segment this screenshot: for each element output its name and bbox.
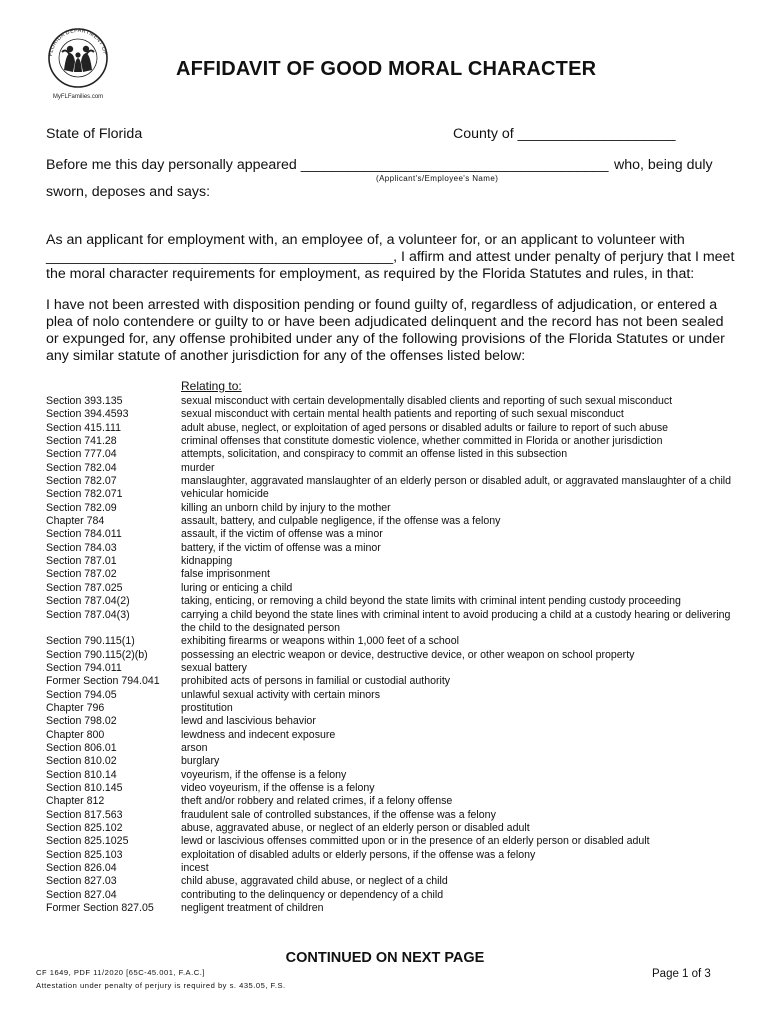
offense-description: arson [181,741,208,754]
offense-description: negligent treatment of children [181,902,324,915]
dcf-logo [40,22,116,102]
offense-description: prostitution [181,701,233,714]
offense-description: adult abuse, neglect, or exploitation of aged persons or disabled adults or failure to report of such abuse [181,421,669,434]
table-row [46,875,736,888]
section-number: Section 784.03 [46,541,117,554]
offense-description: taking, enticing, or removing a child beyond the state limits with criminal intent pending custody proceeding [181,595,681,608]
table-row [46,488,736,501]
offense-description: lewd and lascivious behavior [181,715,316,728]
table-row [46,502,736,515]
table-row [46,769,736,782]
section-number: Section 825.103 [46,848,123,861]
table-row [46,689,736,702]
applicant-name-field[interactable]: Before me this day personally appeared _______________________________________ [46,157,609,173]
offense-description: exhibiting firearms or weapons within 1,000 feet of a school [181,635,459,648]
section-number: Section 810.145 [46,781,123,794]
table-row [46,475,736,488]
table-row [46,395,736,408]
offense-description: child abuse, aggravated child abuse, or neglect of a child [181,875,448,888]
section-number: Section 787.01 [46,555,117,568]
section-number: Section 794.011 [46,661,122,674]
offense-rows [46,395,736,915]
offense-description: possessing an electric weapon or device, destructive device, or other weapon on school property [181,648,635,661]
table-row [46,462,736,475]
offense-description: fraudulent sale of controlled substances, if the offense was a felony [181,808,496,821]
section-number: Section 782.09 [46,501,117,514]
table-row [46,609,736,636]
county-field[interactable]: County of ____________________ [453,126,676,142]
table-row [46,662,736,675]
page-title: AFFIDAVIT OF GOOD MORAL CHARACTER [176,58,597,80]
table-row [46,835,736,848]
section-number: Section 825.102 [46,822,123,834]
state-line: State of Florida [46,126,143,142]
table-row [46,582,736,595]
relating-to-header: Relating to: [181,379,242,393]
offense-description: manslaughter, aggravated manslaughter of an elderly person or disabled adult, or aggravated manslaughter of a child [181,475,732,488]
section-number: Section 415.111 [46,421,121,434]
table-row [46,755,736,768]
section-number: Section 787.04(2) [46,595,130,608]
offense-description: murder [181,461,215,474]
offense-description: lewd or lascivious offenses committed upon or in the presence of an elderly person or disabled adult [181,835,650,848]
section-number: Section 393.135 [46,395,123,407]
section-number: Section 790.115(2)(b) [46,648,148,661]
table-row [46,595,736,608]
table-row [46,849,736,862]
section-number: Section 787.04(3) [46,608,130,621]
offense-description: battery, if the victim of offense was a minor [181,541,381,554]
offense-description: sexual misconduct with certain developmentally disabled clients and reporting of such sexual misconduct [181,395,673,407]
table-row [46,702,736,715]
offense-description: sexual misconduct with certain mental health patients and reporting of such sexual misconduct [181,408,624,421]
section-number: Section 782.071 [46,488,123,501]
offense-description: burglary [181,755,220,768]
section-number: Section 784.011 [46,528,122,541]
table-row [46,408,736,421]
table-row [46,742,736,755]
section-number: Section 787.025 [46,581,123,594]
section-number: Section 827.03 [46,875,117,888]
section-number: Chapter 784 [46,515,105,528]
table-row [46,555,736,568]
table-row [46,635,736,648]
offense-description: theft and/or robbery and related crimes, if a felony offense [181,795,453,808]
table-row [46,435,736,448]
section-number: Chapter 796 [46,701,105,714]
offense-description: kidnapping [181,555,233,568]
svg-text:FLORIDA DEPARTMENT OF: FLORIDA DEPARTMENT OF [48,27,108,57]
table-row [46,675,736,688]
offense-description: voyeurism, if the offense is a felony [181,768,347,781]
table-row [46,902,736,915]
page-number: Page 1 of 3 [652,968,711,980]
offense-description: assault, battery, and culpable negligence, if the offense was a felony [181,515,501,528]
attestation-note: Attestation under penalty of perjury is required by s. 435.05, F.S. [36,981,286,990]
table-row [46,715,736,728]
offense-description: vehicular homicide [181,488,269,501]
offense-description: lewdness and indecent exposure [181,728,336,741]
table-row [46,528,736,541]
offense-description: false imprisonment [181,568,270,581]
table-row [46,729,736,742]
offense-description: contributing to the delinquency or dependency of a child [181,888,444,901]
section-number: Section 790.115(1) [46,635,135,648]
section-number: Section 806.01 [46,741,117,754]
form-id: CF 1649, PDF 11/2020 [65C-45.001, F.A.C.] [36,968,205,977]
offense-table [46,379,736,915]
section-number: Section 810.02 [46,755,117,768]
section-number: Former Section 794.041 [46,675,160,688]
logo-url: MyFLFamilies.com [52,94,104,100]
section-number: Section 827.04 [46,888,117,901]
sworn-text: sworn, deposes and says: [46,184,211,200]
offense-description: assault, if the victim of offense was a minor [181,528,383,541]
table-row [46,568,736,581]
table-row [46,862,736,875]
applicant-name-caption: (Applicant's/Employee's Name) [376,174,499,183]
section-number: Section 741.28 [46,435,117,448]
section-number: Section 782.04 [46,461,117,474]
section-number: Section 777.04 [46,448,117,461]
offense-description: exploitation of disabled adults or elderly persons, if the offense was a felony [181,848,536,861]
appeared-continuation: who, being duly [614,157,713,173]
offense-paragraph: I have not been arrested with disposition pending or found guilty of, regardless of adjudication, or entered a plea of nolo contendere or guilty to or have been adjudicated delinquent and the record has not been sealed or expunged for, any offense prohibited under any of the following provisions of the Florida Statutes or under any similar statute of another jurisdiction for any of the offenses listed below: [46,297,725,364]
table-row [46,889,736,902]
offense-description: carrying a child beyond the state lines with criminal intent to avoid producing a child at a custody hearing or delivering the child to the designated person [181,608,731,634]
offense-description: abuse, aggravated abuse, or neglect of an elderly person or disabled adult [181,822,530,834]
section-number: Section 787.02 [46,568,117,581]
offense-description: luring or enticing a child [181,581,293,594]
table-row [46,649,736,662]
offense-description: prohibited acts of persons in familial or custodial authority [181,675,451,688]
section-number: Section 798.02 [46,715,117,728]
offense-description: unlawful sexual activity with certain minors [181,688,381,701]
table-row [46,809,736,822]
section-number: Section 810.14 [46,768,117,781]
table-row [46,795,736,808]
section-number: Former Section 827.05 [46,902,154,915]
section-number: Section 394.4593 [46,408,129,421]
offense-description: sexual battery [181,661,247,674]
employment-paragraph: As an applicant for employment with, an employee of, a volunteer for, or an applicant to volunteer with ____________________________________________, I affirm and attest under penalty of perjury that I meet the moral character requirements for employment, as required by the Florida Statutes and rules, in that: [46,232,735,282]
table-row [46,542,736,555]
offense-description: video voyeurism, if the offense is a felony [181,781,375,794]
table-row [46,448,736,461]
section-number: Chapter 812 [46,795,105,808]
section-number: Section 826.04 [46,862,117,875]
offense-description: criminal offenses that constitute domestic violence, whether committed in Florida or another jurisdiction [181,435,663,448]
section-number: Section 794.05 [46,688,117,701]
table-row [46,515,736,528]
section-number: Section 782.07 [46,475,117,488]
section-number: Chapter 800 [46,728,105,741]
offense-description: killing an unborn child by injury to the mother [181,501,391,514]
section-number: Section 825.1025 [46,835,129,848]
section-number: Section 817.563 [46,808,123,821]
table-row [46,422,736,435]
table-row [46,822,736,835]
continued-notice: CONTINUED ON NEXT PAGE [285,950,485,966]
offense-description: attempts, solicitation, and conspiracy to commit an offense listed in this subsection [181,448,568,461]
offense-description: incest [181,862,209,875]
table-row [46,782,736,795]
